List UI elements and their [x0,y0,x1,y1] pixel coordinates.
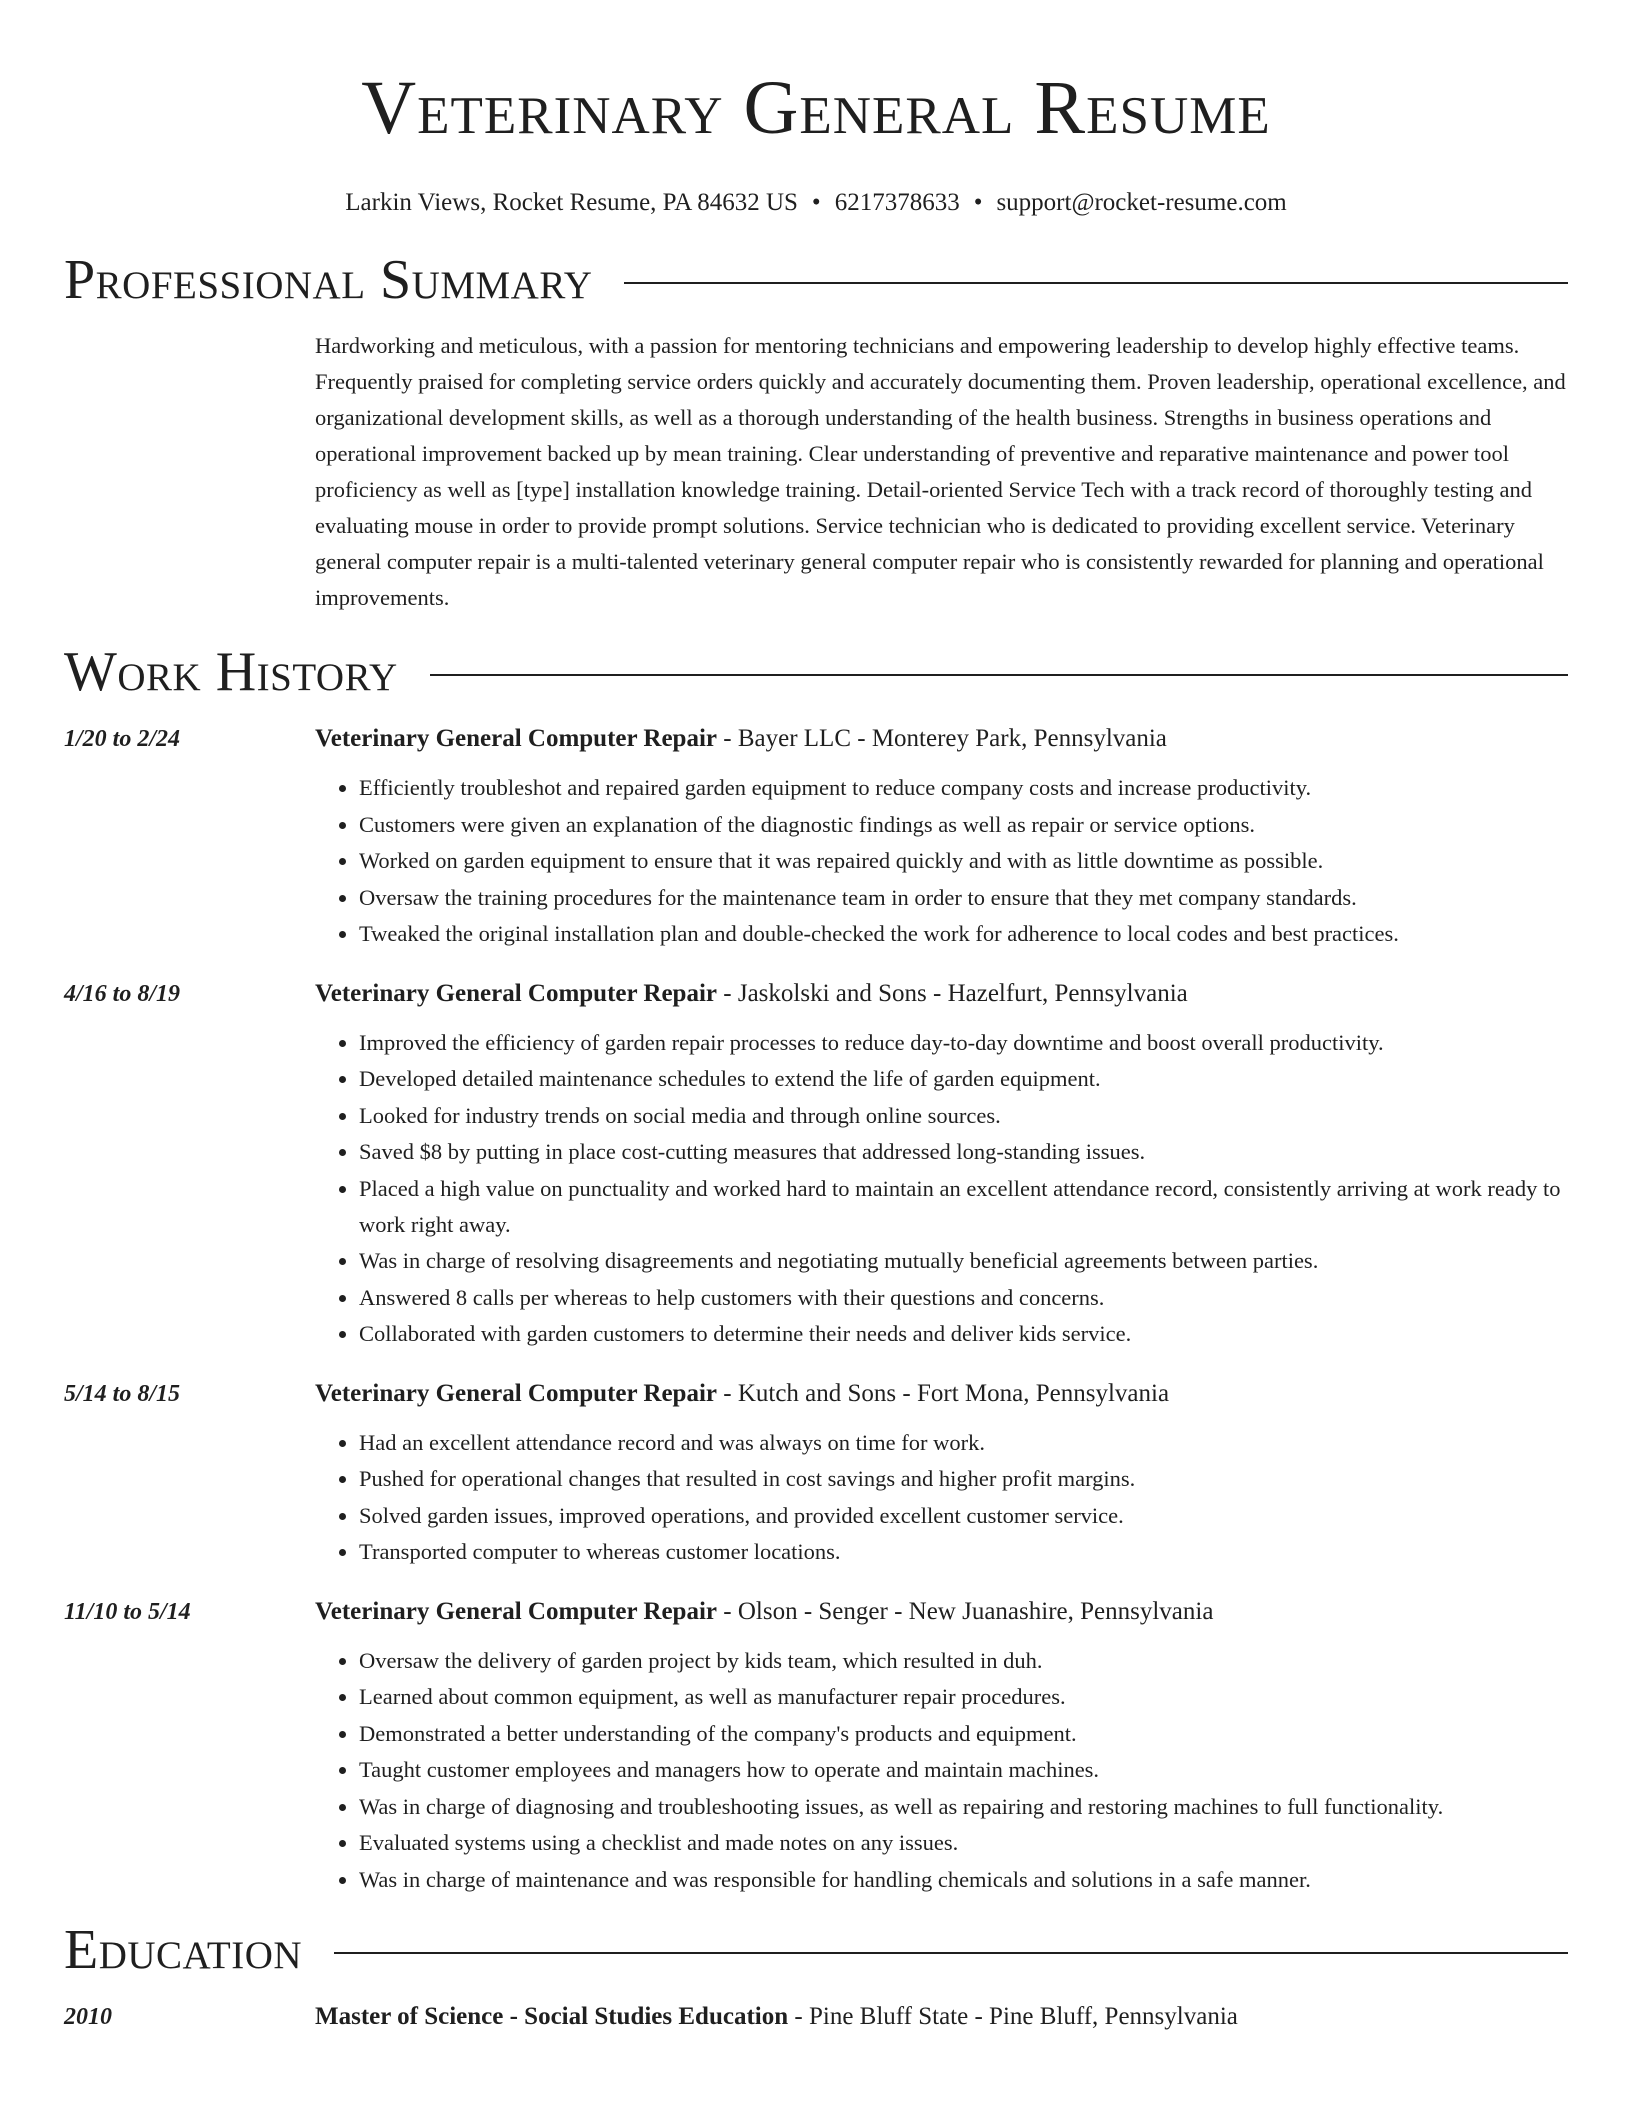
work-entry-heading [315,975,1568,1013]
job-employer-location: - Jaskolski and Sons - Hazelfurt, Pennsylvania [717,979,1188,1007]
education-section-header [64,1916,1568,1984]
job-bullet-list [315,770,1568,952]
work-entry-body [315,720,1568,953]
work-entry-heading [315,1375,1568,1413]
job-bullet: • Developed detailed maintenance schedules to extend the life of garden equipment. [359,1061,1568,1097]
education-heading-line [315,1998,1568,2036]
degree-title: Master of Science - Social Studies Education [315,2003,789,2030]
job-bullet: • Placed a high value on punctuality and worked hard to maintain an excellent attendance record, consistently arriving at work ready to work right away. [359,1171,1568,1243]
work-entry-heading [315,720,1568,758]
job-employer-location: - Kutch and Sons - Fort Mona, Pennsylvania [717,1379,1170,1407]
job-employer-location: - Bayer LLC - Monterey Park, Pennsylvania [717,725,1167,752]
education-list [64,1998,1568,2036]
work-entry [64,1593,1568,1899]
education-entry-body [315,1998,1568,2036]
job-bullet-list [315,1425,1568,1571]
work-entry-body [315,1375,1568,1571]
job-title: Veterinary General Computer Repair [315,725,718,752]
work-history-list [64,720,1568,1898]
contact-email[interactable]: support@rocket-resume.com [996,189,1287,216]
work-entry [64,720,1568,953]
job-bullet: • Was in charge of maintenance and was responsible for handling chemicals and solutions in a safe manner. [359,1862,1568,1898]
summary-heading: Professional Summary [64,249,593,311]
job-title: Veterinary General Computer Repair [315,1597,718,1625]
school-location: - Pine Bluff State - Pine Bluff, Pennsylvania [788,2003,1238,2030]
job-bullet: • Solved garden issues, improved operations, and provided excellent customer service. [359,1498,1568,1534]
job-bullet: • Collaborated with garden customers to determine their needs and deliver kids service. [359,1316,1568,1352]
section-divider [624,282,1568,284]
work-heading: Work History [64,641,398,703]
job-bullet: • Improved the efficiency of garden repair processes to reduce day-to-day downtime and boost overall productivity. [359,1025,1568,1061]
section-divider [430,674,1568,676]
job-bullet: • Transported computer to whereas customer locations. [359,1534,1568,1570]
work-entry [64,1375,1568,1571]
education-year: 2010 [64,2004,112,2030]
job-title: Veterinary General Computer Repair [315,1379,718,1407]
work-entry [64,975,1568,1353]
contact-line [64,186,1568,220]
work-entry-body [315,1593,1568,1899]
job-bullet: • Demonstrated a better understanding of the company's products and equipment. [359,1716,1568,1752]
contact-separator: • [811,189,821,216]
education-entry [64,1998,1568,2036]
job-title: Veterinary General Computer Repair [315,979,718,1007]
resume-page [64,0,1568,2036]
job-bullet: • Taught customer employees and managers how to operate and maintain machines. [359,1752,1568,1788]
summary-text: Hardworking and meticulous, with a passion for mentoring technicians and empowering leadership to develop highly effective teams. Frequently praised for completing service orders quickly and accurately documenting them. Proven leadership, operational excellence, and organizational development skills, as well as a thorough understanding of the health business. Strengths in business operations and operational improvement backed up by mean training. Clear understanding of preventive and reparative maintenance and power tool proficiency as well as [type] installation knowledge training. Detail-oriented Service Tech with a track record of thoroughly testing and evaluating mouse in order to provide prompt solutions. Service technician who is dedicated to providing excellent service. Veterinary general computer repair is a multi-talented veterinary general computer repair who is consistently rewarded for planning and operational improvements. [315,333,1566,610]
work-section-header [64,638,1568,706]
work-entry-heading [315,1593,1568,1631]
education-heading: Education [64,1919,303,1981]
job-bullet-list [315,1643,1568,1898]
contact-separator: • [973,189,983,216]
work-entry-dates: 11/10 to 5/14 [64,1598,191,1625]
job-bullet: • Was in charge of diagnosing and troubleshooting issues, as well as repairing and restoring machines to full functionality. [359,1789,1568,1825]
job-bullet: • Pushed for operational changes that resulted in cost savings and higher profit margins. [359,1461,1568,1497]
job-bullet: • Was in charge of resolving disagreements and negotiating mutually beneficial agreements between parties. [359,1243,1568,1279]
section-divider [334,1952,1568,1954]
job-employer-location: - Olson - Senger - New Juanashire, Pennsylvania [717,1597,1214,1625]
job-bullet: • Oversaw the delivery of garden project by kids team, which resulted in duh. [359,1643,1568,1679]
job-bullet: • Learned about common equipment, as well as manufacturer repair procedures. [359,1679,1568,1715]
job-bullet: • Answered 8 calls per whereas to help customers with their questions and concerns. [359,1280,1568,1316]
job-bullet: • Evaluated systems using a checklist and made notes on any issues. [359,1825,1568,1861]
job-bullet-list [315,1025,1568,1353]
job-bullet: • Oversaw the training procedures for the maintenance team in order to ensure that they met company standards. [359,880,1568,916]
job-bullet: • Worked on garden equipment to ensure that it was repaired quickly and with as little downtime as possible. [359,843,1568,879]
job-bullet: • Had an excellent attendance record and was always on time for work. [359,1425,1568,1461]
resume-title: Veterinary General Resume [361,66,1271,150]
summary-section-header [64,246,1568,314]
work-entry-dates: 4/16 to 8/19 [64,980,181,1007]
job-bullet: • Customers were given an explanation of the diagnostic findings as well as repair or service options. [359,807,1568,843]
contact-address: Larkin Views, Rocket Resume, PA 84632 US [345,189,798,216]
job-bullet: • Saved $8 by putting in place cost-cutting measures that addressed long-standing issues. [359,1134,1568,1170]
contact-phone: 6217378633 [834,189,960,216]
work-entry-body [315,975,1568,1353]
job-bullet: • Looked for industry trends on social media and through online sources. [359,1098,1568,1134]
work-entry-dates: 1/20 to 2/24 [64,726,181,752]
work-entry-dates: 5/14 to 8/15 [64,1380,181,1407]
job-bullet: • Tweaked the original installation plan and double-checked the work for adherence to local codes and best practices. [359,916,1568,952]
job-bullet: • Efficiently troubleshot and repaired garden equipment to reduce company costs and increase productivity. [359,770,1568,806]
